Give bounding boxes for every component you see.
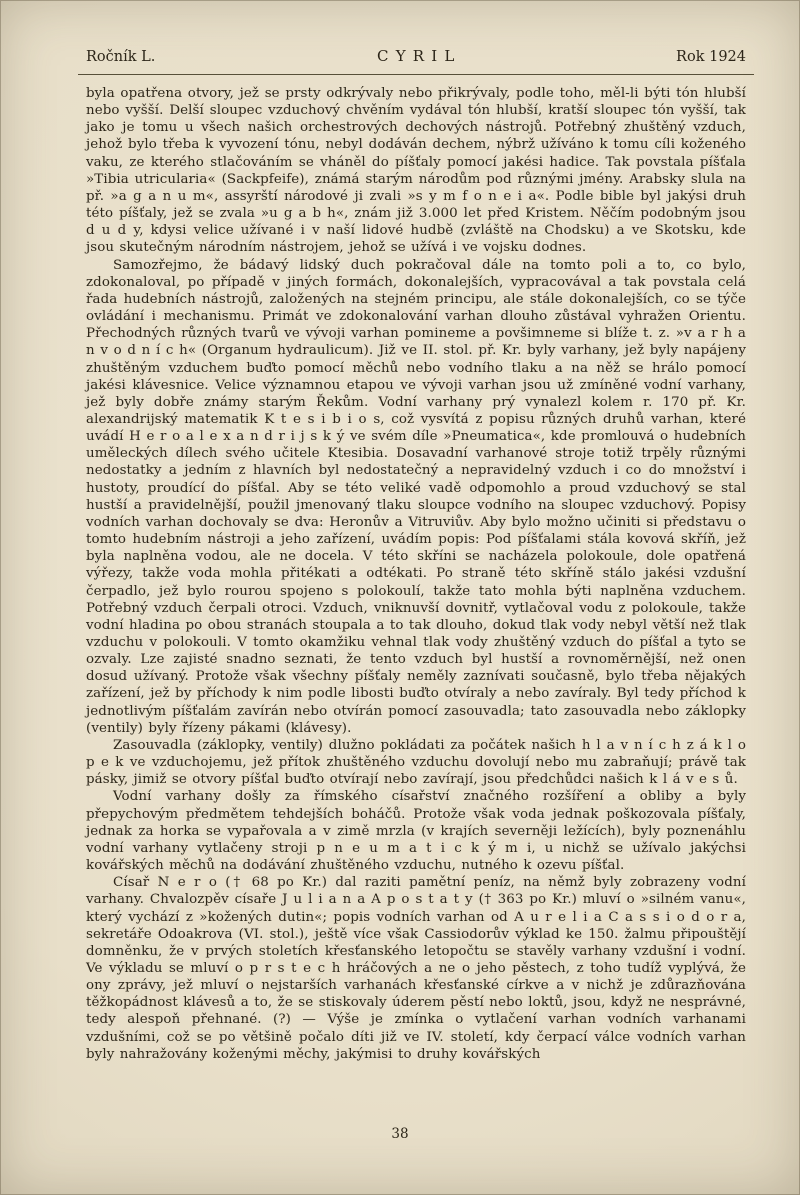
page-header — [86, 47, 746, 65]
article-text — [86, 85, 746, 1063]
paragraph: Císař N e r o († 68 po Kr.) dal raziti pamětní peníz, na němž byly zobrazeny vodní varhany. Chvalozpěv císaře J u l i a n a A p o s t a t y († 363 po Kr.) mluví o »silném vanu«, který vychází z »kožených dutin«; popis vodních varhan od A u r e l i a C a s s i o d o r a, sekretáře Odoakrova (VI. stol.), ještě více však Cassiodorův výklad ke 150. žalmu připouštějí domněnku, že v prvých stoletích křesťanského letopočtu se stavěly varhany vzdušní i vodní. Ve výkladu se mluví o p r s t e c h hráčových a ne o jeho pěstech, z toho tudíž vyplývá, že ony zprávy, jež mluví o nejstarších varhanách křesťanské církve a v nichž je zdůrazňována těžkopádnost klávesů a to, že se stiskovaly úderem pěstí nebo loktů, jsou, když ne nesprávné, tedy alespoň přehnané. (?) — Výše je zmínka o vytlačení varhan vodních varhanami vzdušními, což se po většině počalo díti již ve IV. století, kdy čerpací válce vodních varhan byly nahražovány koženými měchy, jakýmisi to druhy kovářských — [86, 875, 746, 1062]
volume-label: Ročník L. — [86, 49, 156, 65]
header-rule — [78, 74, 754, 75]
paragraph: Zasouvadla (záklopky, ventily) dlužno pokládati za počátek našich h l a v n í c h z á k l o p e k ve vzduchojemu, jež přítok zhuštěného vzduchu dovolují nebo mu zabraňují; právě tak pásky, jimiž se otvory píšťal buďto otvírají nebo zavírají, jsou předchůdci našich k l á v e s ů. — [86, 737, 746, 788]
page-number: 38 — [391, 1126, 409, 1142]
paragraph: Vodní varhany došly za římského císařství značného rozšíření a obliby a byly přepychovým předmětem tehdejších boháčů. Protože však voda jednak poškozovala píšťaly, jednak za horka se vypařovala a v zimě mrzla (v krajích severněji ležících), byly poznenáhlu vodní varhany vytlačeny stroji p n e u m a t i c k ý m i, u nichž se užívalo jakýchsi kovářských měchů na dodávání zhuštěného vzduchu, nutného k ozevu píšťal. — [86, 789, 746, 874]
paragraph: Samozřejmo, že bádavý lidský duch pokračoval dále na tomto poli a to, co bylo, zdokonaloval, po případě v jiných formách, dokonalejších, vypracovával a tak povstala celá řada hudebních nástrojů, založených na stejném principu, ale stále dokonalejších, co se týče ovládání i mechanismu. Primát ve zdokonalování varhan dlouho zůstával vyhražen Orientu. Přechodných různých tvarů ve vývoji varhan pomineme a povšimneme si blíže t. z. »v a r h a n v o d n í c h« (Organum hydraulicum). Již ve II. stol. př. Kr. byly varhany, jež byly napájeny zhuštěným vzduchem buďto pomocí měchů nebo vodního tlaku a na něž se hrálo pomocí jakési klávesnice. Velice významnou etapou ve vývoji varhan jsou už zmíněné vodní varhany, jež byly dobře známy starým Řekům. Vodní varhany prý vynalezl kolem r. 170 př. Kr. alexandrijský matematik K t e s i b i o s, což vysvítá z popisu různých druhů varhan, které uvádí H e r o a l e x a n d r i j s k ý ve svém díle »Pneumatica«, kde promlouvá o hudebních uměleckých dílech svého učitele Ktesibia. Dosavadní varhanové stroje totiž trpěly různými nedostatky a jedním z hlavních byl nedostatečný a nepravidelný vzduch i co do množství i hustoty, proudící do píšťal. Aby se této veliké vadě odpomohlo a proud vzduchový se stal hustší a pravidelnější, použil jmenovaný tlaku sloupce vodního na sloupec vzduchový. Popisy vodních varhan dochovaly se dva: Heronův a Vitruviův. Aby bylo možno učiniti si představu o tomto hudebním nástroji a jeho zařízení, uvádím popis: Pod píšťalami stála kovová skříň, jež byla naplněna vodou, ale ne docela. V této skříni se nacházela polokoule, dole opatřená výřezy, takže voda mohla přitékati a odtékati. Po straně této skříně stálo jakési vzdušní čerpadlo, jež bylo rourou spojeno s polokoulí, takže tato mohla býti naplněna vzduchem. Potřebný vzduch čerpali otroci. Vzduch, vniknuvší dovnitř, vytlačoval vodu z polokoule, takže vodní hladina po obou stranách stoupala a to tak dlouho, dokud tlak vody nebyl větší než tlak vzduchu v polokouli. V tomto okamžiku vehnal tlak vody zhuštěný vzduch do píšťal a tyto se ozvaly. Lze zajisté snadno seznati, že tento vzduch byl hustší a rovnoměrnější, než onen dosud užívaný. Protože však všechny píšťaly neměly zaznívati současně, bylo třeba nějakých zařízení, jež by příchody k nim podle libosti buďto otvíraly a nebo zavíraly. Byl tedy příchod k jednotlivým píšťalám zavírán nebo otvírán pomocí zasouvadla; tato zasouvadla nebo záklopky (ventily) byly řízeny pákami (klávesy). — [86, 257, 746, 736]
journal-title: CYRIL — [377, 47, 462, 65]
paragraph: byla opatřena otvory, jež se prsty odkrývaly nebo přikrývaly, podle toho, měl-li býti tón hlubší nebo vyšší. Delší sloupec vzduchový chvěním vydával tón hlubší, kratší sloupec tón vyšší, tak jako je tomu u všech našich orchestrových dechových nástrojů. Potřebný zhuštěný vzduch, jehož bylo třeba k vyvození tónu, nebyl dodáván dechem, nýbrž užíváno k tomu cíli koženého vaku, ze kterého stlačováním se vháněl do píšťaly pomocí jakési hadice. Tak povstala píšťala »Tibia utricularia« (Sackpfeife), známá starým národům pod různými jmény. Arabsky slula na př. »a g a n u m«, assyrští národové ji zvali »s y m f o n e i a«. Podle bible byl jakýsi druh této píšťaly, jež se zvala »u g a b h«, znám již 3.000 let před Kristem. Něčím podobným jsou d u d y, kdysi velice užívané i v naší lidové hudbě (zvláště na Chodsku) a ve Skotsku, kde jsou skutečným národním nástrojem, jehož se užívá i ve vojsku dodnes. — [86, 86, 746, 256]
page-footer — [0, 1126, 800, 1142]
page-content — [86, 47, 746, 1063]
year-label: Rok 1924 — [676, 49, 746, 65]
